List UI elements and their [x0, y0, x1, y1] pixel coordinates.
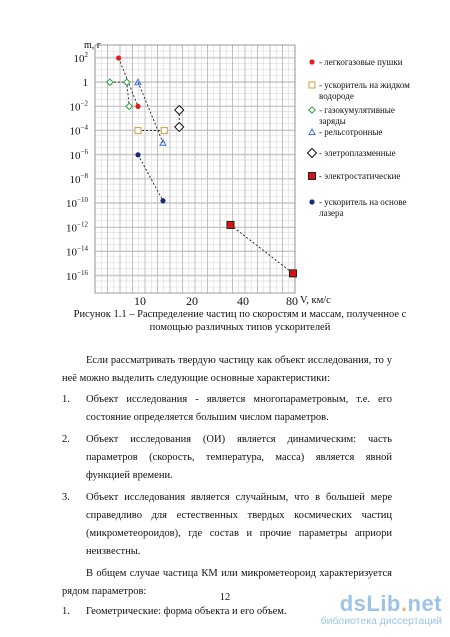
y-tick-label — [66, 220, 88, 234]
legend-label: - элетроплазменные — [319, 148, 396, 158]
y-tick-exponent: −10 — [77, 196, 88, 205]
list-item-text: Объект исследования - является многопараметровым, т.е. его состояние определяется большим числом параметров. — [86, 394, 392, 423]
watermark-brand — [321, 593, 442, 615]
y-tick-exponent: −8 — [80, 172, 88, 180]
y-tick-exponent: −16 — [77, 268, 88, 277]
list-item-text: Объект исследования является случайным, что в большей мере справедливо для естественных твердых космических частиц (микрометеороидов), где состав и прочие параметры априори неизвестны. — [86, 492, 392, 557]
y-tick-exponent: 2 — [84, 51, 88, 59]
y-tick-label: 1 — [82, 77, 88, 90]
y-tick-label — [70, 99, 89, 113]
watermark-tagline: библиотека диссертаций — [320, 615, 442, 627]
watermark — [321, 593, 442, 627]
data-point — [135, 128, 141, 134]
y-tick-label — [66, 269, 88, 283]
legend-label: - электростатические — [319, 171, 401, 181]
data-point — [116, 55, 121, 60]
y-tick-label — [74, 51, 89, 65]
data-point — [290, 270, 297, 277]
y-tick-label — [70, 124, 89, 138]
list-item-text: Объект исследования (ОИ) является динамическим: часть параметров (скорость, температура, масса) является явной функцией времени. — [86, 434, 392, 481]
y-tick-label — [66, 245, 88, 259]
watermark-brand-a: dsLib — [339, 591, 401, 616]
data-point — [160, 198, 165, 203]
legend-label: - газокумулятивные — [319, 105, 395, 115]
data-point — [227, 221, 234, 228]
y-tick-exponent: −6 — [80, 147, 88, 156]
data-point — [135, 152, 140, 157]
y-tick-base: 10 — [66, 222, 78, 235]
y-tick-exponent: −14 — [77, 244, 88, 253]
legend-marker — [309, 173, 316, 180]
legend-label: водороде — [319, 91, 354, 101]
series-line — [138, 82, 163, 143]
data-point — [135, 104, 140, 109]
legend-marker — [309, 82, 315, 88]
y-tick-label — [66, 196, 88, 210]
legend-marker — [309, 107, 315, 113]
y-tick-base: 10 — [69, 125, 81, 138]
y-tick-base: 10 — [69, 174, 81, 186]
paragraph-params: В общем случае частица КМ или микрометеороид характеризуется рядом параметров: — [62, 568, 392, 597]
series-line — [138, 155, 163, 201]
y-tick-exponent: −2 — [80, 99, 88, 108]
y-tick-exponent: −4 — [80, 123, 88, 132]
legend-label: - ускоритель на основе — [319, 197, 407, 207]
y-tick-base: 10 — [66, 270, 78, 283]
list-item-number: 1. — [62, 606, 70, 617]
legend-marker — [309, 129, 315, 135]
y-tick-label — [70, 172, 89, 186]
watermark-brand-dot: . — [400, 591, 408, 616]
chart — [0, 0, 450, 305]
y-tick-base: 10 — [69, 149, 81, 162]
series-line — [231, 225, 294, 273]
y-axis-label: m, г — [84, 40, 101, 51]
data-point — [126, 103, 132, 109]
legend-marker — [309, 199, 314, 204]
y-tick-exponent: −12 — [77, 220, 88, 229]
x-tick-label: 80 — [286, 294, 298, 305]
x-tick-label: 20 — [186, 294, 198, 305]
legend-label: - легкогазовые пушки — [319, 57, 403, 67]
y-tick-base: 10 — [66, 198, 78, 211]
x-tick-label: 40 — [237, 294, 249, 305]
legend-marker — [309, 59, 314, 64]
y-tick-base: 10 — [69, 101, 81, 114]
page-number: 12 — [219, 592, 231, 603]
body-text — [62, 352, 392, 621]
legend-marker — [308, 149, 317, 158]
list-item-2 — [62, 431, 392, 485]
figure-caption — [60, 309, 420, 334]
legend-label: - ускоритель на жидком — [319, 80, 410, 90]
list-item-3 — [62, 489, 392, 561]
y-tick-base: 10 — [66, 246, 78, 259]
list-item-1 — [62, 391, 392, 427]
list-item-number: 2. — [62, 434, 70, 445]
list-item-number: 1. — [62, 394, 70, 405]
list-item-text: Геометрические: форма объекта и его объем. — [86, 606, 287, 617]
figure-caption-line-1: Рисунок 1.1 – Распределение частиц по скоростям и массам, полученное с — [73, 309, 407, 320]
data-point — [161, 128, 167, 134]
legend-label: - рельсотронные — [319, 127, 383, 137]
watermark-brand-b: net — [407, 591, 442, 616]
y-tick-base: 10 — [73, 53, 85, 65]
paragraph-intro: Если рассматривать твердую частицу как объект исследования, то у неё можно выделить следующие основные характеристики: — [62, 355, 392, 384]
x-axis-label: V, км/с — [300, 295, 331, 305]
legend-label: лазера — [319, 208, 344, 218]
x-tick-label: 10 — [134, 294, 146, 305]
list-item-number: 3. — [62, 492, 70, 503]
figure-caption-line-2: помощью различных типов ускорителей — [149, 321, 331, 333]
y-tick-label — [70, 148, 89, 162]
legend-label: заряды — [319, 116, 346, 126]
